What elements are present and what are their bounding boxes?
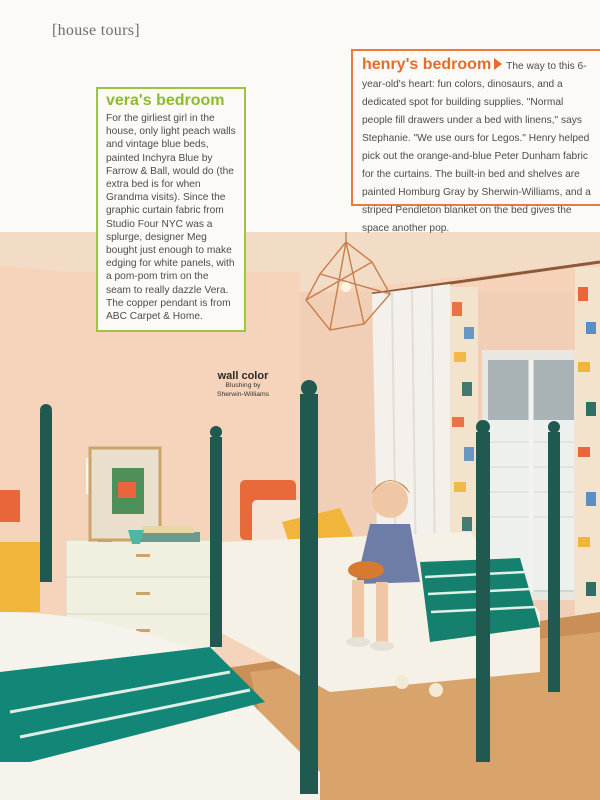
wall-color-line1: Blushing by	[225, 382, 261, 389]
henry-callout	[351, 49, 600, 234]
henry-heading: henry's bedroom	[362, 56, 492, 73]
wall-color-line2: Sherwin-Williams	[216, 390, 270, 398]
wall-color-label	[214, 370, 272, 399]
vera-callout	[96, 87, 246, 332]
bedroom-photo	[0, 232, 600, 800]
wall-color-title: wall color	[217, 370, 269, 382]
henry-body: The way to this 6-year-old's heart: fun colors, dinosaurs, and a dedicated spot for building supplies. "Normal people fill drawers under a bed with linens," says Stephanie. "We use ours for Legos." Henry helped pick out the orange-and-blue Peter Dunham fabric for the curtains. The built-in bed and shelves are painted Homburg Gray by Sherwin-Williams, and a striped Pendleton blanket on the bed gives the space another pop.	[362, 61, 591, 234]
section-tag: [house tours]	[52, 22, 140, 39]
vera-heading: vera's bedroom	[106, 92, 225, 109]
triangle-right-icon	[494, 58, 502, 70]
vera-body: For the girliest girl in the house, only light peach walls and vintage blue beds, painted Inchyra Blue by Farrow & Ball, would do (the extra bed is for when Grandma visits). Since the graphic curtain fabric from Studio Four NYC was a splurge, designer Meg bought just enough to make edging for white panels, with a pom-pom trim on the seam to really dazzle Vera. The copper pendant is from ABC Carpet & Home.	[106, 113, 236, 323]
